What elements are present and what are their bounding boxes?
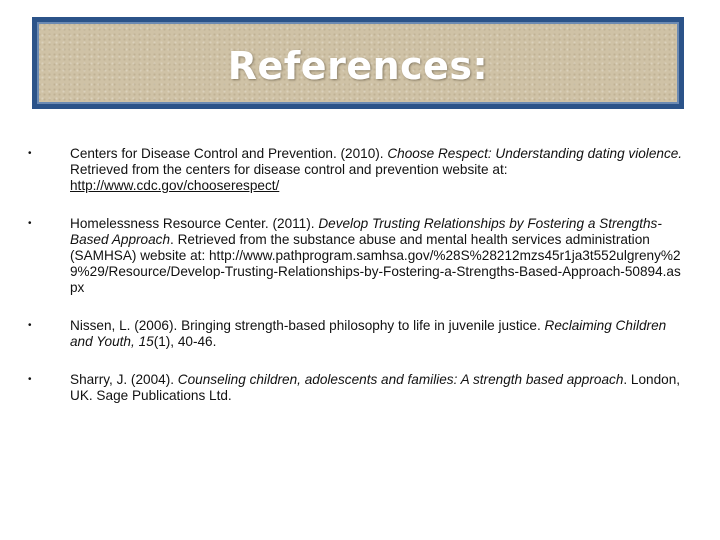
reference-text: Nissen, L. (2006). Bringing strength-based philosophy to life in juvenile justice. [70,318,545,333]
reference-text: Retrieved from the centers for disease control and prevention website at: [70,162,508,177]
reference-url: http://www.pathprogram.samhsa.gov/%28S%28212mzs45r1ja3t552ulgreny%29%29/Resource/Develop-Trusting-Relationships-by-Fostering-a-Strengths-Based-Approach-50894.aspx [70,248,681,295]
reference-item [26,216,686,296]
reference-text: Homelessness Resource Center. (2011). [70,216,319,231]
reference-text: . London, UK. Sage Publications Ltd. [70,372,681,403]
bullet-icon: • [28,374,32,385]
reference-text: (1), 40-46. [153,334,217,349]
reference-title: Choose Respect: Understanding dating violence. [387,146,683,161]
reference-item [26,372,686,404]
reference-item [26,146,686,194]
reference-item [26,318,686,350]
reference-text: . Retrieved from the substance abuse and mental health services administration (SAMHSA) website at: [70,232,650,263]
bullet-icon: • [28,148,32,159]
reference-separator: , [131,334,139,349]
reference-title: Develop Trusting Relationships by Fostering a Strengths-Based Approach [70,216,662,247]
bullet-icon: • [28,320,32,331]
reference-link[interactable]: http://www.cdc.gov/chooserespect/ [70,178,280,193]
reference-text: Centers for Disease Control and Prevention. (2010). [70,146,388,161]
title-banner [32,17,684,109]
slide-title: References: [227,44,489,88]
reference-title: Counseling children, adolescents and families: A strength based approach [177,372,624,387]
reference-text: Sharry, J. (2004). [70,372,178,387]
reference-journal: Reclaiming Children and Youth [70,318,667,349]
reference-volume: 15 [138,334,154,349]
references-list [26,146,686,426]
bullet-icon: • [28,218,32,229]
